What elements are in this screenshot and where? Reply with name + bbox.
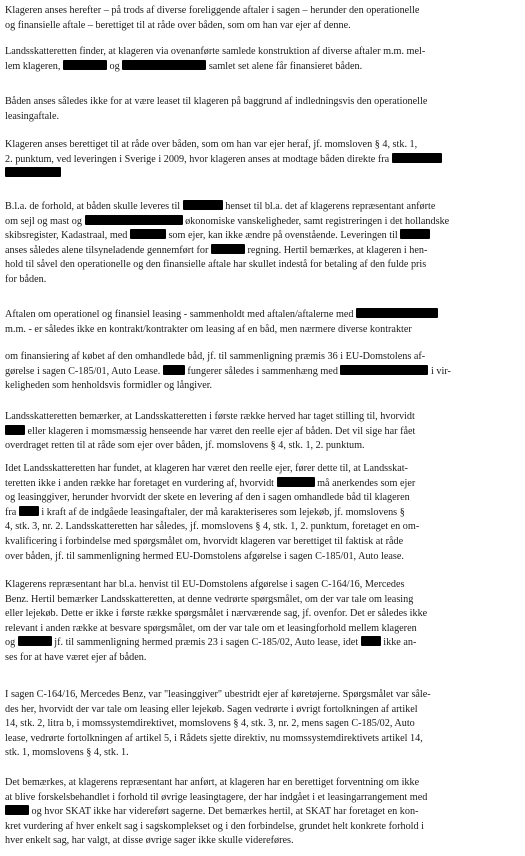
text-segment: kvalificering i forbindelse med spørgsmålet om, hvorvidt klageren var berettiget til faktisk at råde (5, 535, 404, 547)
text-segment: og finansielle aftale – berettiget til at råde over båden, som om han var ejer af denne. (5, 19, 351, 31)
text-segment: m.m. - er således ikke en kontrakt/kontrakter om leasing af en båd, men nærmere diverse kontrakter (5, 323, 412, 335)
text-segment: anses således alene tilsyneladende gennemført for (5, 244, 211, 256)
text-line (5, 273, 517, 288)
text-line (5, 651, 517, 666)
paragraph (5, 776, 517, 849)
text-segment: Benz. Hertil bemærker Landsskatteretten, at denne vedrørte spørgsmålet, om der var tale om leasing (5, 593, 414, 605)
text-segment: over båden, jf. til sammenligning hermed EU-Domstolens afgørelse i sagen C-185/01, Auto lease. (5, 550, 404, 562)
text-segment: hver enkelt sag, har valgt, at disse øvrige sager ikke skulle videreføres. (5, 835, 294, 847)
redaction-bar (18, 636, 52, 646)
text-line (5, 477, 517, 492)
text-segment: des her, hvorvidt der var tale om leasing eller lejekøb. Sagen vedrørte i øvrigt fortolkningen af artikel (5, 703, 418, 715)
text-segment: Aftalen om operationel og finansiel leasing - sammenholdt med aftalen/aftalerne med (5, 309, 357, 320)
text-segment: jf. til sammenligning hermed præmis 23 i sagen C-185/02, Auto lease, idet (51, 637, 361, 649)
text-segment: og leasinggiver, herunder hvorvidt der skete en levering af den i sagen omhandlede båd til klageren (5, 492, 410, 504)
redaction-bar (122, 60, 206, 70)
text-line (5, 167, 517, 182)
text-line (5, 717, 517, 732)
text-segment: B.l.a. de forhold, at båden skulle leveres til (5, 201, 183, 212)
text-segment: og (5, 637, 18, 649)
redaction-bar (19, 506, 39, 516)
redaction-bar (85, 215, 183, 225)
text-segment: relevant i anden række at besvare spørgsmålet, om der var tale om et leasingforhold mellem klageren (5, 622, 417, 634)
text-segment: regning. Hertil bemærkes, at klageren i hen- (244, 244, 428, 256)
text-line (5, 258, 517, 273)
text-line (5, 834, 517, 849)
text-segment: Klagerens repræsentant har bl.a. henvist til EU-Domstolens afgørelse i sagen C-164/16, Mercedes (5, 579, 405, 590)
text-segment: fra (5, 506, 19, 518)
paragraph (5, 200, 517, 288)
redaction-bar (183, 200, 223, 210)
text-segment: om sejl og mast og (5, 215, 85, 227)
text-line (5, 462, 517, 477)
paragraph (5, 4, 517, 33)
text-segment: og (107, 60, 123, 72)
text-line (5, 535, 517, 550)
text-line (5, 820, 517, 835)
text-segment: 14, stk. 2, litra b, i momssystemdirektivet, momslovens § 4, stk. 3, nr. 2, mens sagen C-185/02, Auto (5, 718, 415, 730)
text-segment: for båden. (5, 273, 47, 285)
text-segment: gørelse i sagen C-185/01, Auto Lease. (5, 365, 163, 377)
text-segment: Landsskatteretten bemærker, at Landsskatteretten i første række herved har taget stilling til, hvorvidt (5, 411, 415, 422)
text-segment: samlet set alene får finansieret båden. (206, 60, 363, 72)
redaction-bar (163, 365, 185, 375)
paragraph (5, 410, 517, 454)
text-line (5, 365, 517, 380)
text-line (5, 520, 517, 535)
text-line (5, 350, 517, 365)
text-segment: fungerer således i sammenhæng med (184, 365, 341, 377)
text-line (5, 19, 517, 34)
text-line (5, 215, 517, 230)
text-line (5, 95, 517, 110)
text-line (5, 732, 517, 747)
text-segment: økonomiske vanskeligheder, samt registreringen i det hollandske (182, 215, 450, 227)
redaction-bar (63, 60, 107, 70)
redaction-bar (5, 805, 29, 815)
text-line (5, 776, 517, 791)
text-segment: overdraget retten til at råde som ejer over båden, jf. momslovens § 4, stk. 1, 2. punktum. (5, 440, 365, 452)
text-line (5, 4, 517, 19)
paragraph (5, 308, 517, 337)
redaction-bar (356, 308, 438, 318)
text-segment: teretten ikke i anden række har foretaget en vurdering af, hvorvidt (5, 477, 277, 489)
paragraph (5, 350, 517, 394)
redaction-bar (5, 425, 25, 435)
redaction-bar (5, 167, 61, 177)
text-line (5, 607, 517, 622)
text-segment: keligheden som henholdsvis formidler og långiver. (5, 380, 213, 392)
redaction-bar (277, 477, 315, 487)
text-segment: kret vurdering af hver enkelt sag i sagskomplekset og i den forbindelse, grundet helt konkrete forhold i (5, 820, 424, 832)
text-line (5, 593, 517, 608)
text-line (5, 791, 517, 806)
text-line (5, 323, 517, 338)
text-line (5, 703, 517, 718)
text-segment: henset til bl.a. det af klagerens repræsentant anførte (222, 201, 436, 212)
paragraph (5, 138, 517, 182)
text-line (5, 622, 517, 637)
redaction-bar (130, 229, 166, 239)
text-line (5, 578, 517, 593)
text-line (5, 229, 517, 244)
text-segment: leasingaftale. (5, 110, 60, 122)
redaction-bar (392, 153, 442, 163)
text-line (5, 138, 517, 153)
paragraph (5, 95, 517, 124)
text-segment: Klageren anses berettiget til at råde over båden, som om han var ejer heraf, jf. momsloven § 4, stk. 1, (5, 139, 418, 150)
text-segment: eller lejekøb. Dette er ikke i første række spørgsmålet i nærværende sag, jf. ovenfor. Det er således ikke (5, 608, 428, 620)
text-line (5, 506, 517, 521)
text-segment: eller klageren i momsmæssig henseende har været den reelle ejer af båden. Det vil sige har fået (25, 425, 416, 437)
text-segment: og hvor SKAT ikke har videreført sagerne. Det bemærkes hertil, at SKAT har foretaget en kon- (29, 806, 419, 818)
text-segment: lem klageren, (5, 60, 63, 72)
text-segment: Idet Landsskatteretten har fundet, at klageren har været den reelle ejer, fører dette til, at Landsskat- (5, 463, 408, 474)
text-segment: i kraft af de indgåede leasingaftaler, der må karakteriseres som lejekøb, jf. momslovens § (38, 506, 405, 518)
text-segment: I sagen C-164/16, Mercedes Benz, var "leasinggiver" ubestridt ejer af køretøjerne. Spørgsmålet var såle- (5, 689, 431, 700)
text-segment: Klageren anses herefter – på trods af diverse foreliggende aftaler i sagen – herunder den operationelle (5, 5, 420, 16)
text-line (5, 379, 517, 394)
text-segment: 4, stk. 3, nr. 2. Landsskatteretten har således, jf. momslovens § 4, stk. 1, 2. punktum, foretaget en om- (5, 521, 420, 533)
text-segment: om finansiering af købet af den omhandlede båd, jf. til sammenligning præmis 36 i EU-Domstolens af- (5, 351, 426, 362)
text-segment: hold til såvel den operationelle og den finansielle aftale har skullet indestå for betaling af den fulde pris (5, 259, 427, 271)
text-line (5, 153, 517, 168)
text-line (5, 805, 517, 820)
text-line (5, 60, 517, 75)
paragraph (5, 45, 517, 74)
redaction-bar (211, 244, 245, 254)
text-segment: Det bemærkes, at klagerens repræsentant har anført, at klageren har en berettiget forventning om ikke (5, 777, 420, 788)
text-line (5, 425, 517, 440)
paragraph (5, 688, 517, 761)
text-segment: at blive forskelsbehandlet i forhold til øvrige leasingtagere, der har indgået i et leasingarrangement med (5, 791, 428, 803)
text-line (5, 550, 517, 565)
text-segment: lease, vedrørte fortolkningen af artikel 5, i Rådets sjette direktiv, nu momssystemdirektivets artikel 14, (5, 732, 423, 744)
text-line (5, 688, 517, 703)
text-segment: stk. 1, momslovens § 4, stk. 1. (5, 747, 129, 759)
text-line (5, 636, 517, 651)
text-line (5, 110, 517, 125)
redaction-bar (400, 229, 430, 239)
text-segment: må anerkendes som ejer (314, 477, 416, 489)
text-segment: 2. punktum, ved leveringen i Sverige i 2009, hvor klageren anses at modtage båden direkte fra (5, 153, 392, 165)
text-segment: Landsskatteretten finder, at klageren via ovenanførte samlede konstruktion af diverse aftaler m.m. mel- (5, 46, 426, 57)
paragraph (5, 578, 517, 666)
text-line (5, 746, 517, 761)
paragraph (5, 462, 517, 564)
text-line (5, 200, 517, 215)
text-line (5, 410, 517, 425)
text-segment: ikke an- (380, 637, 417, 649)
text-line (5, 244, 517, 259)
text-line (5, 45, 517, 60)
text-segment: Båden anses således ikke for at være leaset til klageren på baggrund af indledningsvis den operationelle (5, 96, 428, 107)
text-line (5, 491, 517, 506)
text-segment: i vir- (428, 365, 451, 377)
redaction-bar (361, 636, 381, 646)
text-line (5, 308, 517, 323)
text-segment: skibsregister, Kadastraal, med (5, 230, 130, 242)
text-segment: som ejer, kan ikke ændre på ovenstående. Leveringen til (165, 230, 401, 242)
text-line (5, 439, 517, 454)
text-segment: ses for at have været ejer af båden. (5, 651, 147, 663)
redaction-bar (340, 365, 428, 375)
